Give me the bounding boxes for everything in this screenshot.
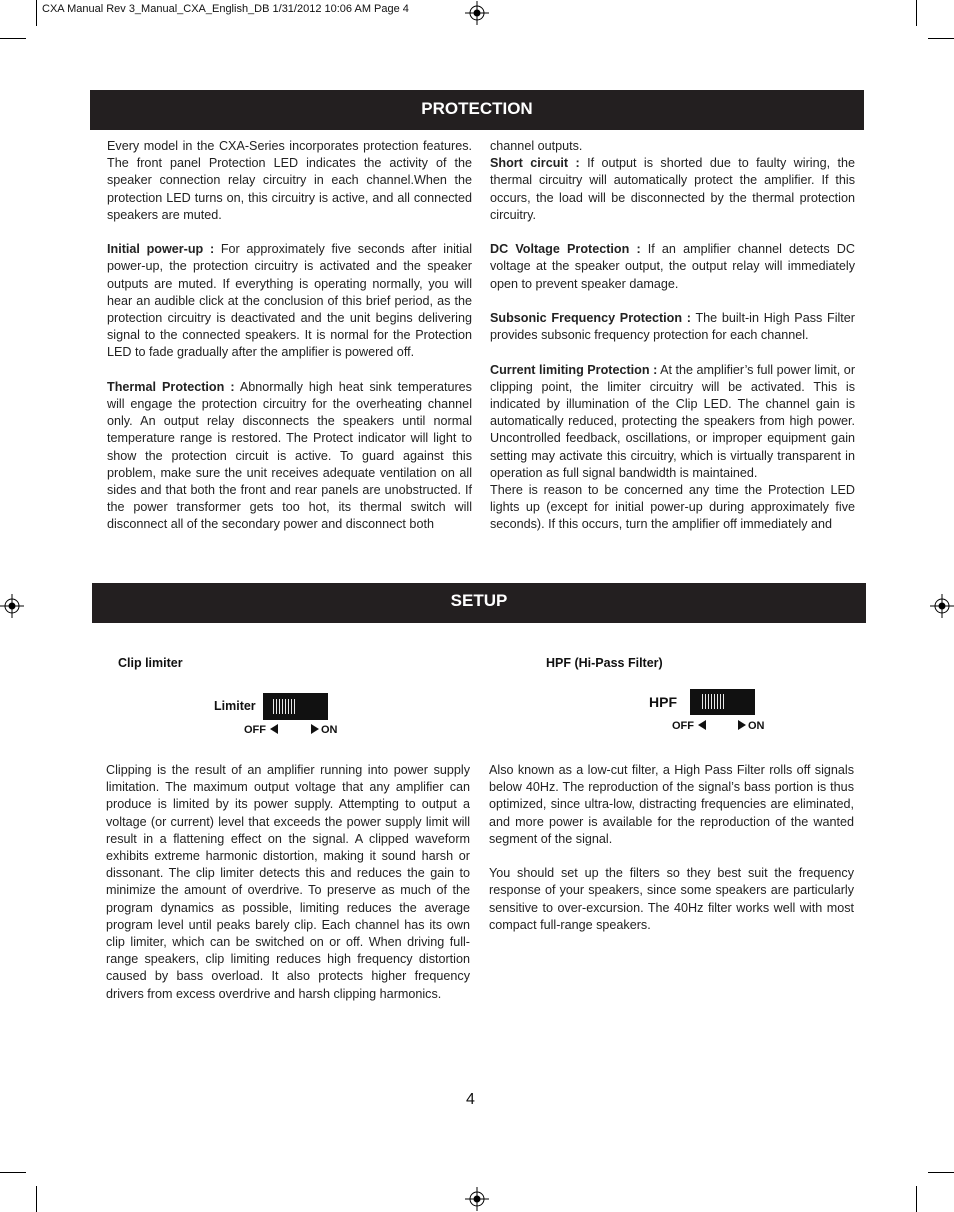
limiter-on-text: ON xyxy=(321,724,338,736)
registration-mark-icon xyxy=(465,1187,489,1211)
hpf-on-text: ON xyxy=(748,720,765,732)
arrow-right-icon xyxy=(311,724,319,734)
thermal-protection-paragraph xyxy=(107,379,472,534)
continued-text: channel outputs. xyxy=(490,139,583,153)
protection-heading-bar xyxy=(90,90,864,130)
dc-voltage-text: If an amplifier channel detects DC voltage at the speaker output, the output relay will immediately open to prevent speaker damage. xyxy=(490,242,855,291)
crop-mark xyxy=(0,38,26,39)
protection-heading: PROTECTION xyxy=(421,99,533,118)
thermal-protection-text: Abnormally high heat sink temperatures will engage the protection circuitry for the overheating channel only. An output relay disconnects the speakers until normal temperature range is restored. The Protect indicator will light to show the protection circuit is active. To guard against this problem, make sure the unit receives adequate ventilation on all sides and that both the front and rear panels are unobstructed. If the power transformer gets too hot, its thermal switch will disconnect all of the secondary power and disconnect both xyxy=(107,379,472,532)
initial-power-up-label: Initial power-up : xyxy=(107,242,215,257)
clip-limiter-body xyxy=(106,762,470,1003)
arrow-left-icon xyxy=(270,724,278,734)
hpf-off-label xyxy=(672,720,706,732)
limiter-off-label xyxy=(244,724,278,736)
arrow-right-icon xyxy=(738,720,746,730)
page-number: 4 xyxy=(466,1091,475,1108)
setup-heading: SETUP xyxy=(450,591,508,610)
subsonic-text: The built-in High Pass Filter provides subsonic frequency protection for each channel. xyxy=(490,311,855,343)
reason-paragraph: There is reason to be concerned any time the Protection LED lights up (except for initial power-up during approximately five seconds). If this occurs, turn the amplifier off immediately and xyxy=(490,483,855,532)
switch-grip-icon xyxy=(273,699,295,714)
hpf-on-label xyxy=(738,720,765,732)
crop-mark xyxy=(916,1186,917,1212)
crop-mark xyxy=(36,1186,37,1212)
hpf-paragraph-2: You should set up the filters so they best suit the frequency response of your speakers, since some speakers are particularly sensitive to over-excursion. The 40Hz filter works well with most compact full-range speakers. xyxy=(489,866,854,932)
short-circuit-label: Short circuit : xyxy=(490,156,580,171)
crop-mark xyxy=(0,1172,26,1173)
thermal-protection-label: Thermal Protection : xyxy=(107,379,235,394)
protection-left-column xyxy=(107,138,472,534)
dc-voltage-paragraph xyxy=(490,241,855,293)
protection-right-column xyxy=(490,138,855,534)
hpf-switch-label: HPF xyxy=(649,694,677,710)
limiter-off-text: OFF xyxy=(244,724,266,736)
registration-mark-icon xyxy=(930,594,954,618)
subsonic-paragraph xyxy=(490,310,855,344)
hpf-off-text: OFF xyxy=(672,720,694,732)
current-limiting-label: Current limiting Protection : xyxy=(490,362,658,377)
initial-power-up-paragraph xyxy=(107,241,472,361)
crop-mark xyxy=(928,1172,954,1173)
protection-intro: Every model in the CXA-Series incorporates protection features. The front panel Protection LED indicates the activity of the speaker connection relay circuitry in each channel.When the protection LED turns on, this circuitry is active, and all connected speakers are muted. xyxy=(107,139,472,222)
subsonic-label: Subsonic Frequency Protection : xyxy=(490,311,691,325)
setup-heading-bar xyxy=(92,583,866,623)
crop-mark xyxy=(916,0,917,26)
registration-mark-icon xyxy=(0,594,24,618)
limiter-switch[interactable] xyxy=(263,693,328,720)
limiter-switch-label: Limiter xyxy=(214,699,256,713)
hpf-body xyxy=(489,762,854,934)
limiter-on-label xyxy=(311,724,338,736)
initial-power-up-text: For approximately five seconds after initial power-up, the protection circuitry is activated and the speaker outputs are muted. If everything is operating normally, you will hear an audible click at the conclusion of this brief period, as the protection circuitry is deactivated and the unit begins delivering signal to the connected speakers. It is normal for the Protection LED to fade gradually after the amplifier is powered off. xyxy=(107,242,472,360)
hpf-paragraph-1: Also known as a low-cut filter, a High Pass Filter rolls off signals below 40Hz. The reproduction of the signal’s bass portion is thus optimized, since ultra-low, distracting frequencies are eliminated, and more power is available for the reproduction of the wanted segment of the signal. xyxy=(489,763,854,846)
arrow-left-icon xyxy=(698,720,706,730)
short-circuit-paragraph xyxy=(490,155,855,224)
clip-limiter-paragraph: Clipping is the result of an amplifier running into power supply limitation. The maximum output voltage that any amplifier can produce is limited by its power supply. Attempting to output a voltage (or current) level that exceeds the power supply limit will result in a flattening effect on the signal. A clipped waveform exhibits extreme harmonic distortion, making it sound harsh or dissonant. The clip limiter detects this and reduces the gain to minimize the amount of overdrive. To preserve as much of the program dynamics as possible, limiting reduces the average program level until peaks barely clip. Each channel has its own clip limiter, which can be switched on or off. When driving full-range speakers, clip limiting reduces high frequency distortion caused by bass overload. It also protects higher frequency drivers from excess overdrive and harsh clipping harmonics. xyxy=(106,763,470,1001)
current-limiting-paragraph xyxy=(490,362,855,482)
dc-voltage-label: DC Voltage Protection : xyxy=(490,242,641,257)
crop-mark xyxy=(928,38,954,39)
clip-limiter-title: Clip limiter xyxy=(118,656,183,670)
print-slug-line: CXA Manual Rev 3_Manual_CXA_English_DB 1/31/2012 10:06 AM Page 4 xyxy=(42,3,409,15)
short-circuit-text: If output is shorted due to faulty wiring, the thermal circuitry will automatically protect the amplifier. If this occurs, the load will be disconnected by the thermal protection circuitry. xyxy=(490,156,855,222)
current-limiting-text: At the amplifier’s full power limit, or clipping point, the limiter circuitry will be activated. This is indicated by illumination of the Clip LED. The channel gain is automatically reduced, protecting the speakers from high power. Uncontrolled feedback, oscillations, or improper equipment gain setting may activate this circuitry, which is virtually transparent in operation as full signal bandwidth is maintained. xyxy=(490,362,856,480)
hpf-switch[interactable] xyxy=(690,689,755,715)
hpf-title: HPF (Hi-Pass Filter) xyxy=(546,656,663,670)
crop-mark xyxy=(36,0,37,26)
switch-grip-icon xyxy=(702,694,724,709)
registration-mark-icon xyxy=(465,1,489,25)
